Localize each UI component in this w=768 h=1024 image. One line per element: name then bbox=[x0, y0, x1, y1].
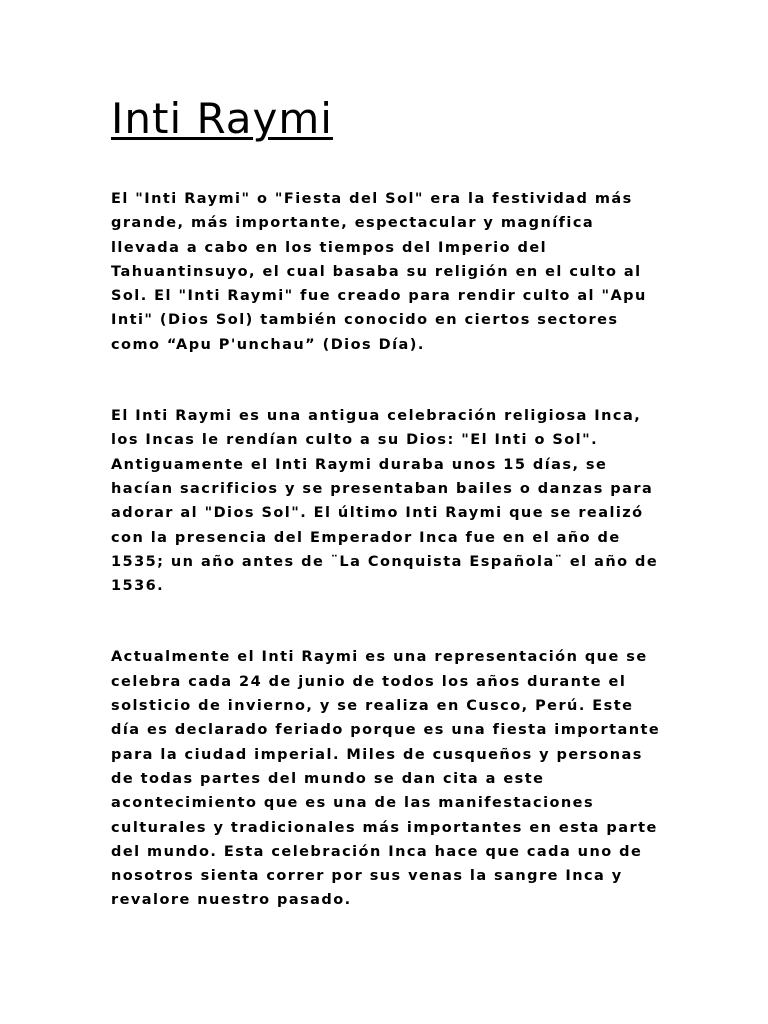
paragraph-1: El "Inti Raymi" o "Fiesta del Sol" era la festividad más grande, más importante, espectacular y magnífica llevada a cabo en los tiempos del Imperio del Tahuantinsuyo, el cual basaba su religión en el culto al Sol. El "Inti Raymi" fue creado para rendir culto al "Apu Inti" (Dios Sol) también conocido en ciertos sectores como “Apu P'unchau” (Dios Día). bbox=[111, 191, 647, 353]
paragraph-2: El Inti Raymi es una antigua celebración religiosa Inca, los Incas le rendían culto a su Dios: "El Inti o Sol". Antiguamente el Inti Raymi duraba unos 15 días, se hacían sacrificios y se presentaban bailes o danzas para adorar al "Dios Sol". El último Inti Raymi que se realizó con la presencia del Emperador Inca fue en el año de 1535; un año antes de ¨La Conquista Española¨ el año de 1536. bbox=[111, 408, 659, 595]
paragraph-3: Actualmente el Inti Raymi es una representación que se celebra cada 24 de junio de todos los años durante el solsticio de invierno, y se realiza en Cusco, Perú. Este día es declarado feriado porque es una fiesta importante para la ciudad imperial. Miles de cusqueños y personas de todas partes del mundo se dan cita a este acontecimiento que es una de las manifestaciones culturales y tradicionales más importantes en esta parte del mundo. Esta celebración Inca hace que cada uno de nosotros sienta correr por sus venas la sangre Inca y revalore nuestro pasado. bbox=[111, 649, 661, 909]
document-title: Inti Raymi bbox=[111, 94, 333, 143]
document-page bbox=[111, 93, 663, 913]
